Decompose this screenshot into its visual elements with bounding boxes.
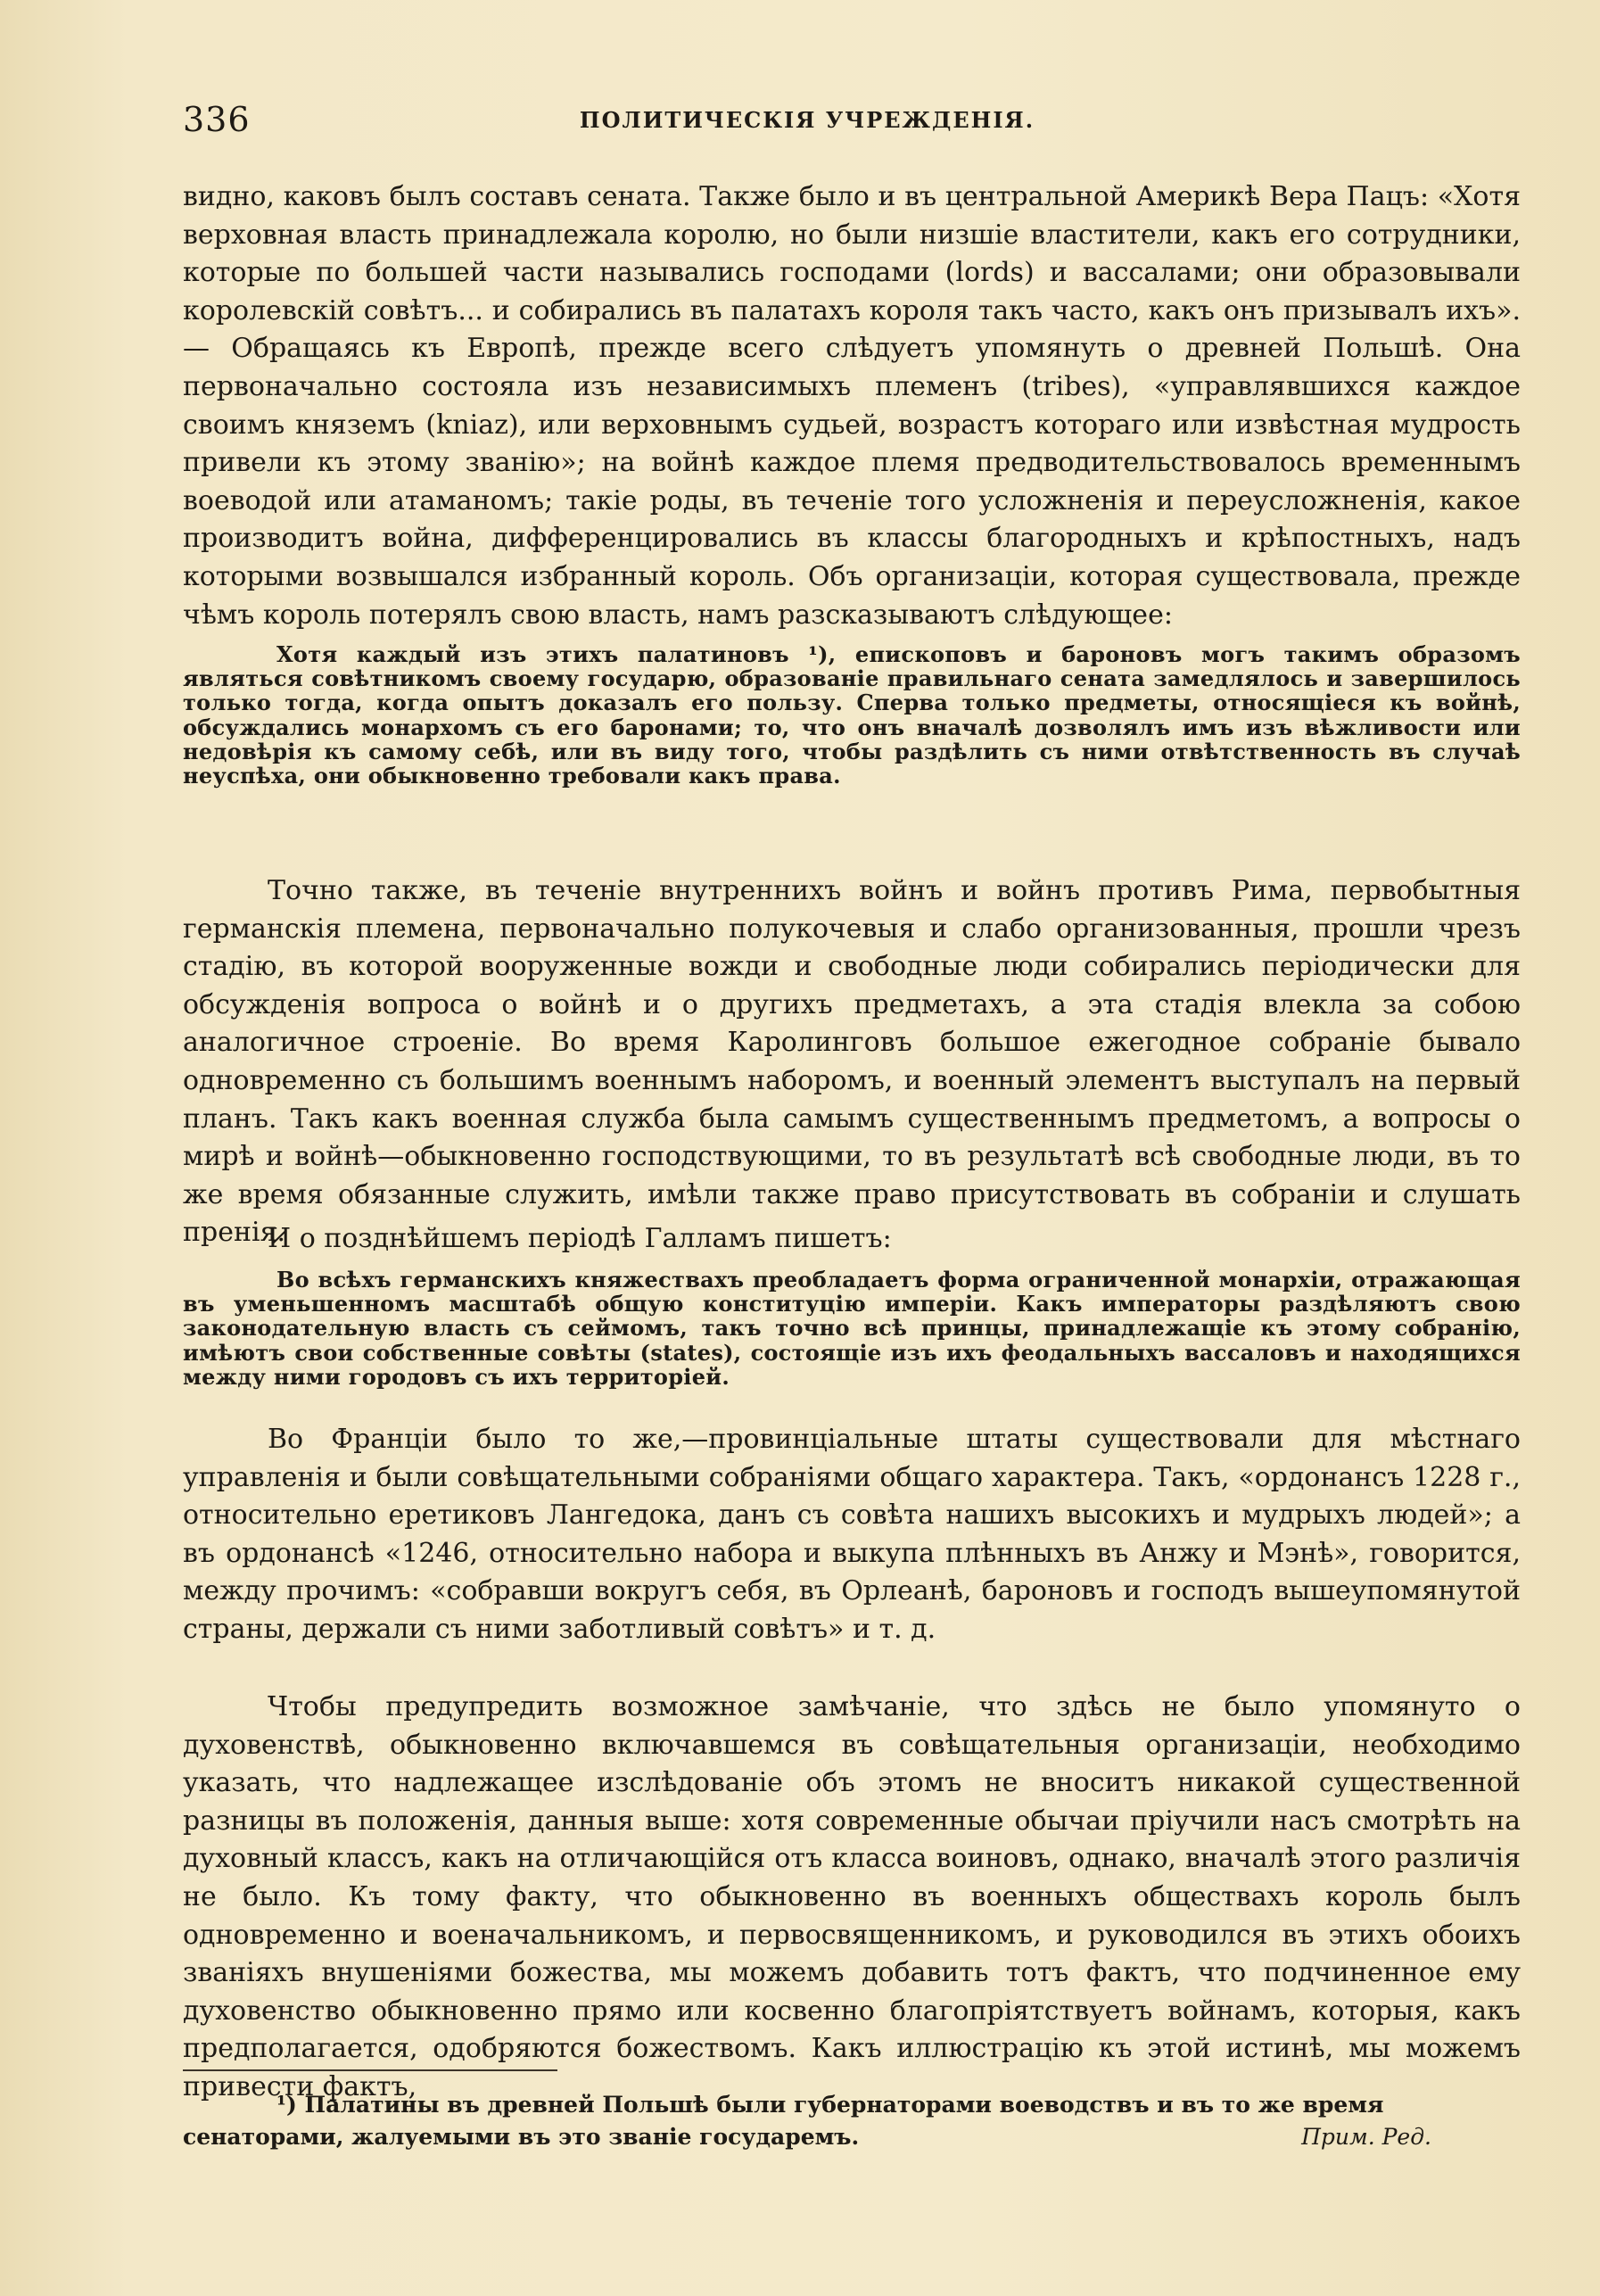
footnote (183, 2089, 1521, 2153)
paragraph-3-text: И о позднѣйшемъ періодѣ Галламъ пишетъ: (268, 1223, 892, 1254)
editor-note-sign: Прим. Ред. (1301, 2124, 1431, 2150)
page-number: 336 (183, 100, 251, 139)
footnote-line-2-row (183, 2121, 1521, 2153)
footnote-rule (183, 2069, 557, 2071)
paragraph-2-text: Точно также, въ теченіе внутреннихъ войнъ и войнъ противъ Рима, первобытныя германскія племена, первоначально полукочевыя и слабо организованныя, прошли чрезъ стадію, въ которой вооруженные вожди и свободные люди собирались періодически для обсужденія вопроса о войнѣ и о другихъ предметахъ, а эта стадія влекла за собою аналогичное строеніе. Во время Каролинговъ большое ежегодное собраніе бывало одновременно съ большимъ военнымъ наборомъ, и военный элементъ выступалъ на первый планъ. Такъ какъ военная служба была самымъ существеннымъ предметомъ, а вопросы о мирѣ и войнѣ—обыкновенно господствующими, то въ результатѣ всѣ свободные люди, въ то же время обязанные служить, имѣли также право присутствовать въ собраніи и слушать пренія. (183, 875, 1521, 1249)
page-header (183, 100, 1431, 145)
paragraph-5 (183, 1689, 1521, 2107)
paragraph-4 (183, 1421, 1521, 1649)
paragraph-1-text: видно, каковъ былъ составъ сената. Также было и въ центральной Америкѣ Вера Пацъ: «Хотя верховная власть принадлежала королю, но были низшіе властители, какъ его сотрудники, которые по большей части назывались господами (lords) и вассалами; они образовывали королевскій совѣтъ... и собирались въ палатахъ короля такъ часто, какъ онъ призывалъ ихъ».— Обращаясь къ Европѣ, прежде всего слѣдуетъ упомянуть о древней Польшѣ. Она первоначально состояла изъ независимыхъ племенъ (tribes), «управлявшихся каждое своимъ княземъ (kniaz), или верховнымъ судьей, возрастъ котораго или извѣстная мудрость привели къ этому званію»; на войнѣ каждое племя предводительствовалось временнымъ воеводой или атаманомъ; такіе роды, въ теченіе того усложненія и переусложненія, какое производитъ война, дифференцировались въ классы благородныхъ и крѣпостныхъ, надъ которыми возвышался избранный король. Объ организаціи, которая существовала, прежде чѣмъ король потерялъ свою власть, намъ разсказываютъ слѣдующее: (183, 181, 1521, 631)
quote-block-1 (183, 642, 1521, 788)
paragraph-1 (183, 178, 1521, 634)
quote-2-text: Во всѣхъ германскихъ княжествахъ преобладаетъ форма ограниченной монархіи, отражающая въ уменьшенномъ масштабѣ общую конституцію имперіи. Какъ императоры раздѣляютъ свою законодательную власть съ сеймомъ, такъ точно всѣ принцы, принадлежащіе къ этому собранію, имѣютъ свои собственные совѣты (states), состоящіе изъ ихъ феодальныхъ вассаловъ и находящихся между ними городовъ съ ихъ территоріей. (183, 1267, 1521, 1390)
footnote-line-1: ¹) Палатины въ древней Польшѣ были губернаторами воеводствъ и въ то же время (276, 2092, 1384, 2118)
paragraph-4-text: Во Франціи было то же,—провинціальные штаты существовали для мѣстнаго управленія и были совѣщательными собраніями общаго характера. Такъ, «ордонансъ 1228 г., относительно еретиковъ Лангедока, данъ съ совѣта нашихъ высокихъ и мудрыхъ людей»; а въ ордонансѣ «1246, относительно набора и выкупа плѣнныхъ въ Анжу и Мэнѣ», говорится, между прочимъ: «собравши вокругъ себя, въ Орлеанѣ, бароновъ и господъ вышеупомянутой страны, держали съ ними заботливый совѣтъ» и т. д. (183, 1424, 1521, 1645)
running-title: ПОЛИТИЧЕСКІЯ УЧРЕЖДЕНІЯ. (579, 107, 1035, 133)
footnote-line-2: сенаторами, жалуемыми въ это званіе государемъ. (183, 2124, 860, 2150)
paragraph-2 (183, 872, 1521, 1252)
quote-block-2 (183, 1268, 1521, 1389)
paragraph-5-text: Чтобы предупредить возможное замѣчаніе, что здѣсь не было упомянуто о духовенствѣ, обыкновенно включавшемся въ совѣщательныя организаціи, необходимо указать, что надлежащее изслѣдованіе объ этомъ не вноситъ никакой существенной разницы въ положенія, данныя выше: хотя современные обычаи пріучили насъ смотрѣть на духовный классъ, какъ на отличающійся отъ класса воиновъ, однако, вначалѣ этого различія не было. Къ тому факту, что обыкновенно въ военныхъ обществахъ король былъ одновременно и военачальникомъ, и первосвященникомъ, и руководился въ этихъ обоихъ званіяхъ внушеніями божества, мы можемъ добавить тотъ фактъ, что подчиненное ему духовенство обыкновенно прямо или косвенно благопріятствуетъ войнамъ, которыя, какъ предполагается, одобряются божествомъ. Какъ иллюстрацію къ этой истинѣ, мы можемъ привести фактъ, (183, 1691, 1521, 2102)
quote-1-text: Хотя каждый изъ этихъ палатиновъ ¹), епископовъ и бароновъ могъ такимъ образомъ являться совѣтникомъ своему государю, образованіе правильнаго сената замедлялось и завершилось только тогда, когда опытъ доказалъ его пользу. Сперва только предметы, относящіеся къ войнѣ, обсуждались монархомъ съ его баронами; то, что онъ вначалѣ дозволялъ имъ изъ вѣжливости или недовѣрія къ самому себѣ, или въ виду того, чтобы раздѣлить съ ними отвѣтственность въ случаѣ неуспѣха, они обыкновенно требовали какъ права. (183, 641, 1521, 789)
paragraph-3 (183, 1220, 1521, 1259)
